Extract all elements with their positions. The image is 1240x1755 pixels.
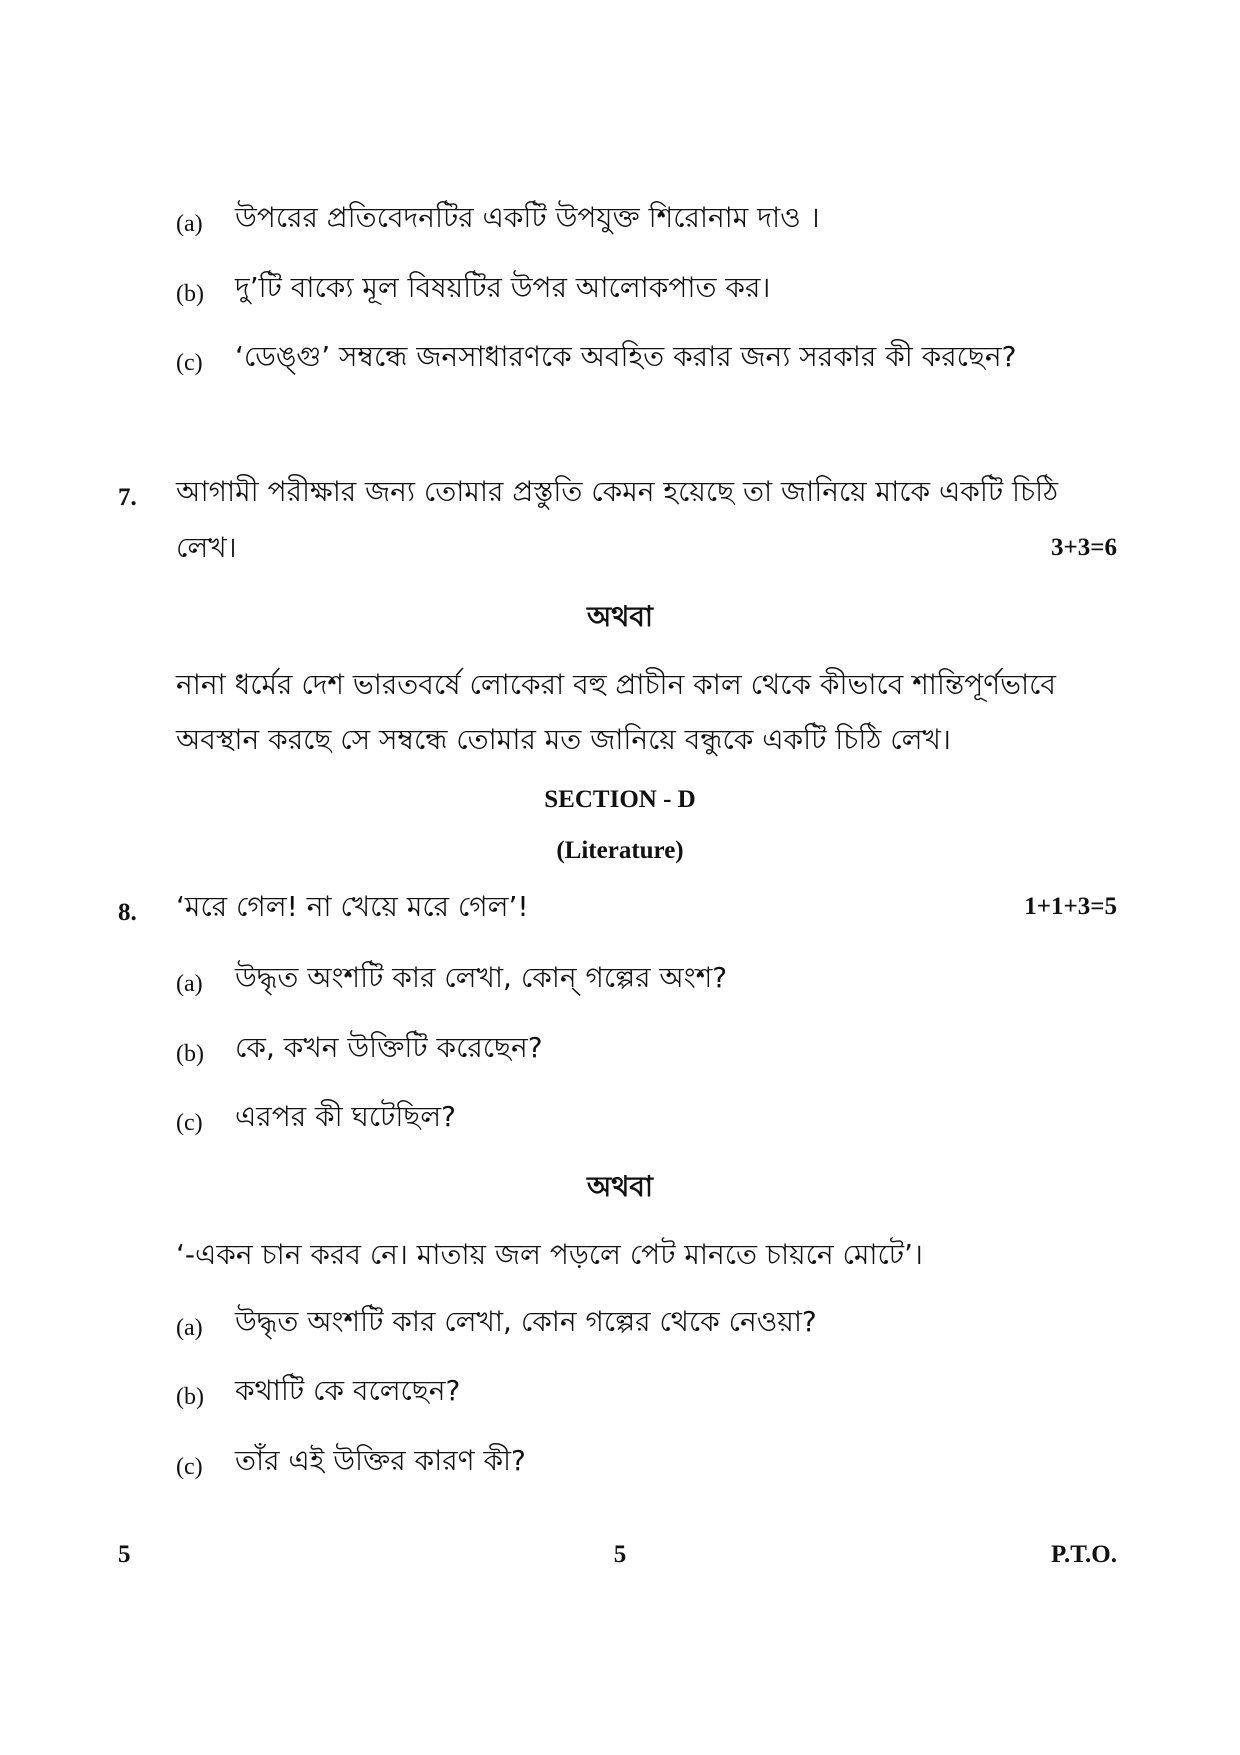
q8-a-text: উদ্ধৃত অংশটি কার লেখা, কোন্ গল্পের অংশ? [235,961,728,994]
q8-alt-c-text: তাঁর এই উক্তির কারণ কী? [235,1444,526,1477]
q6-b-text: দু’টি বাক্যে মূল বিষয়টির উপর আলোকপাত কর। [235,271,771,304]
q8-c-text: এরপর কী ঘটেছিল? [235,1100,457,1133]
q7-alt-line2: অবস্থান করছে সে সম্বন্ধে তোমার মত জানিয়ে বন্ধুকে একটি চিঠি লেখ। [176,723,951,756]
q8-marks: 1+1+3=5 [1024,893,1117,920]
q7-marks: 3+3=6 [1051,534,1117,561]
q8-c-label: (c) [176,1110,203,1136]
section-title: SECTION - D [544,786,696,813]
q6-c-label: (c) [176,350,203,376]
q7-line2: লেখ। [176,531,237,564]
q8-alt-a-label: (a) [176,1315,203,1341]
q8-alt-a-text: উদ্ধৃত অংশটি কার লেখা, কোন গল্পের থেকে নেওয়া? [235,1305,817,1338]
q8-alt-quote: ‘-একন চান করব নে। মাতায় জল পড়লে পেট মানতে চায়নে মোটে’। [176,1238,923,1271]
q8-alt-c-label: (c) [176,1454,203,1480]
q6-c-text: ‘ডেঙ্গু’ সম্বন্ধে জনসাধারণকে অবহিত করার জন্য সরকার কী করছেন? [235,340,1017,373]
q8-or-heading: অথবা [586,1170,654,1203]
footer-left-page-code: 5 [118,1541,131,1568]
q7-line1: আগামী পরীক্ষার জন্য তোমার প্রস্তুতি কেমন হয়েছে তা জানিয়ে মাকে একটি চিঠি [176,475,1059,508]
q8-b-text: কে, কখন উক্তিটি করেছেন? [235,1031,543,1064]
q7-alt-line1: নানা ধর্মের দেশ ভারতবর্ষে লোকেরা বহু প্রাচীন কাল থেকে কীভাবে শান্তিপূর্ণভাবে [176,668,1056,701]
q8-alt-b-label: (b) [176,1384,204,1410]
q8-alt-b-text: কথাটি কে বলেছেন? [235,1374,461,1407]
q6-a-label: (a) [176,211,203,237]
q8-quote: ‘মরে গেল! না খেয়ে মরে গেল’! [176,890,529,923]
q8-a-label: (a) [176,971,203,997]
q6-b-label: (b) [176,281,204,307]
q7-number: 7. [118,484,137,511]
section-subtitle: (Literature) [556,837,684,864]
q7-or-heading: অথবা [586,600,654,633]
q8-b-label: (b) [176,1041,204,1067]
footer-pto: P.T.O. [1051,1541,1117,1568]
q8-number: 8. [118,899,137,926]
footer-page-number: 5 [613,1541,627,1568]
q6-a-text: উপরের প্রতিবেদনটির একটি উপযুক্ত শিরোনাম দাও । [235,201,820,234]
